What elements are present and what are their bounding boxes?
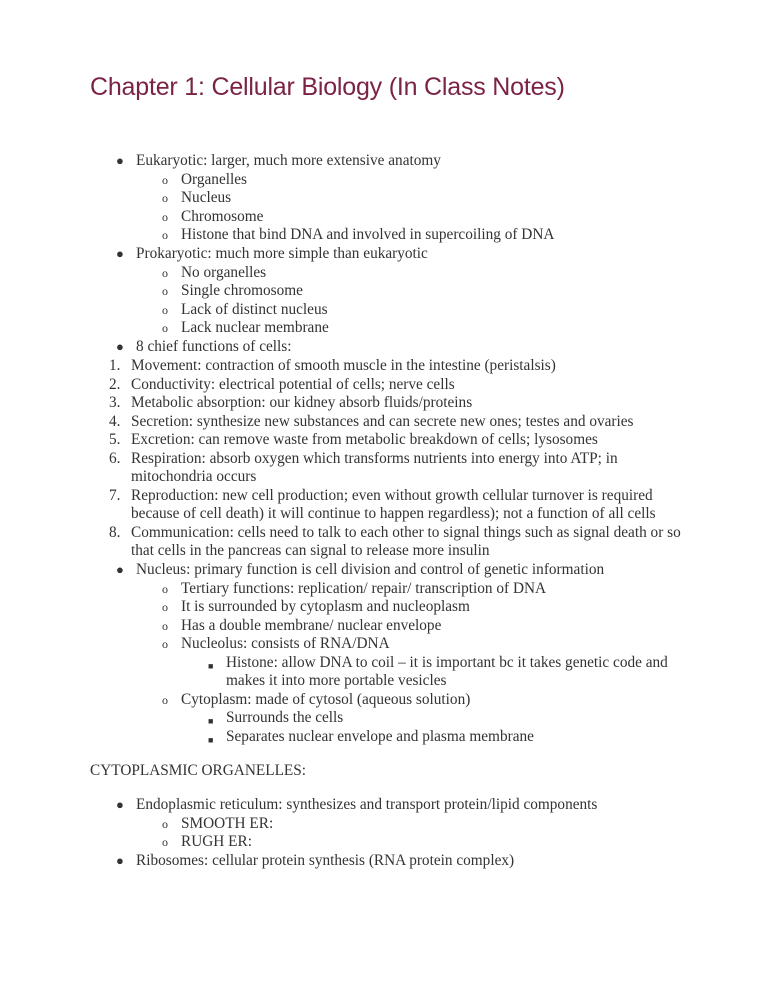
square-bullet-icon: ■: [208, 661, 214, 671]
circle-bullet-icon: o: [162, 228, 168, 242]
section-heading: CYTOPLASMIC ORGANELLES:: [90, 762, 307, 779]
numbered-item: [109, 413, 634, 432]
item-number: 3.: [109, 394, 121, 411]
list-item-text: mitochondria occurs: [131, 468, 257, 485]
list-item-text: Ribosomes: cellular protein synthesis (RNA protein complex): [136, 852, 515, 869]
list-item-text: Secretion: synthesize new substances and can secrete new ones; testes and ovaries: [131, 413, 634, 430]
list-item-text: Histone that bind DNA and involved in supercoiling of DNA: [181, 226, 555, 243]
list-item: [162, 580, 547, 599]
list-item-text: Has a double membrane/ nuclear envelope: [181, 617, 442, 634]
list-item-text: Lack of distinct nucleus: [181, 301, 328, 318]
list-item-text: Surrounds the cells: [226, 709, 344, 726]
list-item-prokaryotic: [116, 245, 428, 264]
list-item-text: Cytoplasm: made of cytosol (aqueous solution): [181, 691, 471, 708]
list-item: [208, 728, 534, 747]
list-item-nucleus: [116, 561, 605, 580]
item-number: 4.: [109, 413, 121, 430]
list-item-text: because of cell death) it will continue to happen regardless); not a function of all cells: [131, 505, 656, 522]
numbered-item: [109, 450, 618, 469]
bullet-icon: ●: [116, 246, 124, 261]
circle-bullet-icon: o: [162, 637, 168, 651]
bullet-icon: ●: [116, 339, 124, 354]
list-item: [162, 189, 232, 208]
numbered-item-continuation: [131, 542, 490, 561]
list-item: [162, 319, 329, 338]
list-item: [162, 617, 442, 636]
list-item-text: Prokaryotic: much more simple than eukaryotic: [136, 245, 428, 262]
list-item-text: Nucleus: primary function is cell division and control of genetic information: [136, 561, 605, 578]
item-number: 1.: [109, 357, 121, 374]
numbered-item: [109, 487, 653, 506]
list-item-text: makes it into more portable vesicles: [226, 672, 447, 689]
circle-bullet-icon: o: [162, 600, 168, 614]
circle-bullet-icon: o: [162, 619, 168, 633]
list-item: [162, 282, 303, 301]
list-item-text: No organelles: [181, 264, 267, 281]
list-item-text: Reproduction: new cell production; even without growth cellular turnover is required: [131, 487, 653, 504]
list-item-text: Organelles: [181, 171, 247, 188]
numbered-item-continuation: [131, 505, 656, 524]
list-item-text: Movement: contraction of smooth muscle in the intestine (peristalsis): [131, 357, 556, 374]
list-item-text: Metabolic absorption: our kidney absorb fluids/proteins: [131, 394, 473, 411]
list-item: [162, 301, 328, 320]
square-bullet-icon: ■: [208, 735, 214, 745]
bullet-icon: ●: [116, 153, 124, 168]
square-bullet-icon: ■: [208, 716, 214, 726]
numbered-item: [109, 394, 473, 413]
circle-bullet-icon: o: [162, 303, 168, 317]
bullet-icon: ●: [116, 562, 124, 577]
list-item-cytoplasm: [162, 691, 471, 710]
list-item-text: Communication: cells need to talk to each other to signal things such as signal death or so: [131, 524, 681, 541]
circle-bullet-icon: o: [162, 582, 168, 596]
list-item-text: that cells in the pancreas can signal to release more insulin: [131, 542, 490, 559]
list-item-eukaryotic: [116, 152, 441, 171]
list-item-ribosomes: [116, 852, 515, 871]
item-number: 8.: [109, 524, 121, 541]
bullet-icon: ●: [116, 853, 124, 868]
list-item: [162, 171, 247, 190]
list-item-er: [116, 796, 598, 815]
circle-bullet-icon: o: [162, 284, 168, 298]
list-item-text: RUGH ER:: [181, 833, 252, 850]
item-number: 2.: [109, 376, 121, 393]
circle-bullet-icon: o: [162, 835, 168, 849]
numbered-item: [109, 376, 455, 395]
list-item: [162, 598, 470, 617]
list-item-text: Single chromosome: [181, 282, 303, 299]
numbered-item: [109, 431, 598, 450]
circle-bullet-icon: o: [162, 321, 168, 335]
list-item-text: SMOOTH ER:: [181, 815, 274, 832]
list-item-functions: [116, 338, 292, 357]
list-item-text: Lack nuclear membrane: [181, 319, 329, 336]
list-item-text: It is surrounded by cytoplasm and nucleoplasm: [181, 598, 470, 615]
list-item: [162, 208, 264, 227]
list-item-text: Chromosome: [181, 208, 264, 225]
list-item: [208, 654, 668, 673]
list-item-text: 8 chief functions of cells:: [136, 338, 292, 355]
list-item: [162, 815, 274, 834]
list-item-text: Conductivity: electrical potential of cells; nerve cells: [131, 376, 455, 393]
numbered-item: [109, 524, 681, 543]
circle-bullet-icon: o: [162, 693, 168, 707]
list-item-text: Nucleus: [181, 189, 232, 206]
item-number: 7.: [109, 487, 121, 504]
page-title: Chapter 1: Cellular Biology (In Class Notes): [90, 73, 565, 101]
list-item: [208, 709, 344, 728]
list-item-text: Respiration: absorb oxygen which transforms nutrients into energy into ATP; in: [131, 450, 618, 467]
list-item-text: Nucleolus: consists of RNA/DNA: [181, 635, 390, 652]
list-item: [162, 226, 555, 245]
circle-bullet-icon: o: [162, 191, 168, 205]
list-item-continuation: [226, 672, 446, 691]
list-item-text: Separates nuclear envelope and plasma membrane: [226, 728, 534, 745]
list-item-text: Excretion: can remove waste from metabolic breakdown of cells; lysosomes: [131, 431, 598, 448]
circle-bullet-icon: o: [162, 266, 168, 280]
circle-bullet-icon: o: [162, 817, 168, 831]
list-item-text: Endoplasmic reticulum: synthesizes and transport protein/lipid components: [136, 796, 598, 813]
item-number: 5.: [109, 431, 121, 448]
list-item: [162, 635, 390, 654]
list-item-text: Histone: allow DNA to coil – it is important bc it takes genetic code and: [226, 654, 668, 671]
bullet-icon: ●: [116, 797, 124, 812]
numbered-item: [109, 357, 556, 376]
circle-bullet-icon: o: [162, 173, 168, 187]
item-number: 6.: [109, 450, 121, 467]
list-item: [162, 264, 267, 283]
list-item-text: Tertiary functions: replication/ repair/ transcription of DNA: [181, 580, 547, 597]
circle-bullet-icon: o: [162, 210, 168, 224]
list-item: [162, 833, 252, 852]
numbered-item-continuation: [131, 468, 256, 487]
list-item-text: Eukaryotic: larger, much more extensive anatomy: [136, 152, 441, 169]
